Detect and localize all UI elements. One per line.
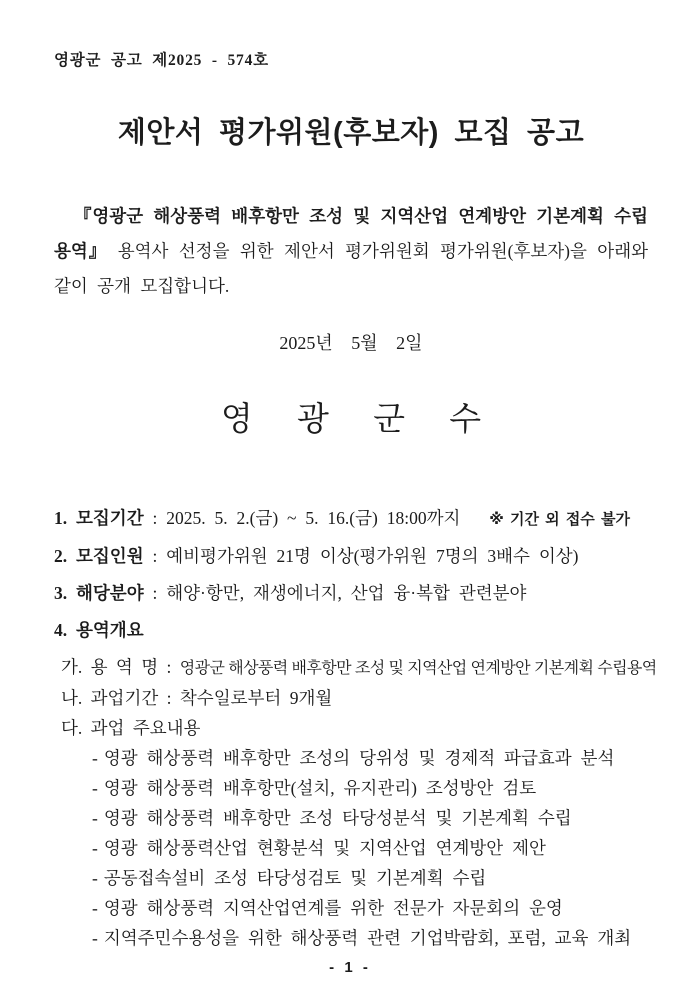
bullet-text: 영광 해상풍력 배후항만 조성 타당성분석 및 기본계획 수립 [103, 808, 572, 828]
bullet-item [92, 746, 648, 771]
item-value: 해양·항만, 재생에너지, 산업 융·복합 관련분야 [166, 583, 527, 603]
bullet-text: 영광 해상풍력 배후항만 조성의 당위성 및 경제적 파급효과 분석 [103, 748, 615, 768]
item-note: ※ 기간 외 접수 불가 [489, 511, 630, 528]
sub-item-task-contents [61, 716, 648, 741]
item-relevant-fields [54, 581, 648, 606]
intro-text: 용역사 선정을 위한 제안서 평가위원회 평가위원(후보자)을 아래와 같이 공개 모집합니다. [54, 241, 649, 296]
bullet-dash: - [92, 838, 98, 858]
bullet-item [92, 896, 648, 921]
page-title: 제안서 평가위원(후보자) 모집 공고 [117, 117, 585, 149]
bullet-text: 영광 해상풍력 지역산업연계를 위한 전문가 자문회의 운영 [103, 898, 563, 918]
bullet-dash: - [92, 808, 98, 828]
bullet-text: 공동접속설비 조성 타당성검토 및 기본계획 수립 [103, 868, 487, 888]
bullet-dash: - [92, 928, 98, 948]
item-label: 3. 해당분야 [54, 583, 144, 603]
sub-item-label: 나. 과업기간 [61, 688, 159, 708]
item-value: 2025. 5. 2.(금) ~ 5. 16.(금) 18:00까지 [166, 508, 461, 528]
item-recruitment-count [54, 544, 648, 569]
bullet-text: 지역주민수용성을 위한 해상풍력 관련 기업박람회, 포럼, 교육 개최 [103, 928, 632, 948]
bullet-item [92, 776, 648, 801]
item-recruitment-period [54, 506, 648, 532]
bullet-dash: - [92, 778, 98, 798]
bullet-item [92, 806, 648, 831]
sub-item-value: 착수일로부터 9개월 [179, 688, 333, 708]
page-number: - 1 - [329, 959, 371, 976]
bullet-dash: - [92, 868, 98, 888]
item-service-overview [54, 618, 648, 643]
bullet-text: 영광 해상풍력산업 현황분석 및 지역산업 연계방안 제안 [103, 838, 546, 858]
sub-item-separator: : [166, 657, 172, 677]
sub-item-service-name [61, 655, 657, 681]
item-label: 4. 용역개요 [54, 620, 144, 640]
sub-item-label: 다. 과업 주요내용 [61, 718, 201, 738]
item-label: 2. 모집인원 [54, 546, 144, 566]
issuer-name: 영 광 군 수 [220, 402, 494, 438]
sub-item-label: 가. 용 역 명 [61, 657, 159, 677]
item-separator: : [152, 508, 158, 528]
item-separator: : [152, 546, 158, 566]
bullet-item [92, 866, 648, 891]
bullet-dash: - [92, 748, 98, 768]
sub-item-task-period [61, 686, 648, 711]
intro-service-name: 『영광군 해상풍력 배후항만 조성 및 지역산업 연계방안 기본계획 수립용역』 [54, 206, 648, 261]
item-value: 예비평가위원 21명 이상(평가위원 7명의 3배수 이상) [166, 546, 579, 566]
announcement-date: 2025년 5월 2일 [279, 333, 423, 353]
item-label: 1. 모집기간 [54, 508, 144, 528]
intro-paragraph [54, 199, 648, 304]
notice-body-section [54, 506, 657, 951]
doc-number: 영광군 공고 제2025 - 574호 [54, 52, 269, 69]
sub-item-separator: : [166, 688, 172, 708]
bullet-item [92, 926, 648, 951]
sub-item-value: 영광군 해상풍력 배후항만 조성 및 지역산업 연계방안 기본계획 수립용역 [179, 660, 657, 677]
item-separator: : [152, 583, 158, 603]
bullet-item [92, 836, 648, 861]
bullet-dash: - [92, 898, 98, 918]
bullet-text: 영광 해상풍력 배후항만(설치, 유지관리) 조성방안 검토 [103, 778, 537, 798]
